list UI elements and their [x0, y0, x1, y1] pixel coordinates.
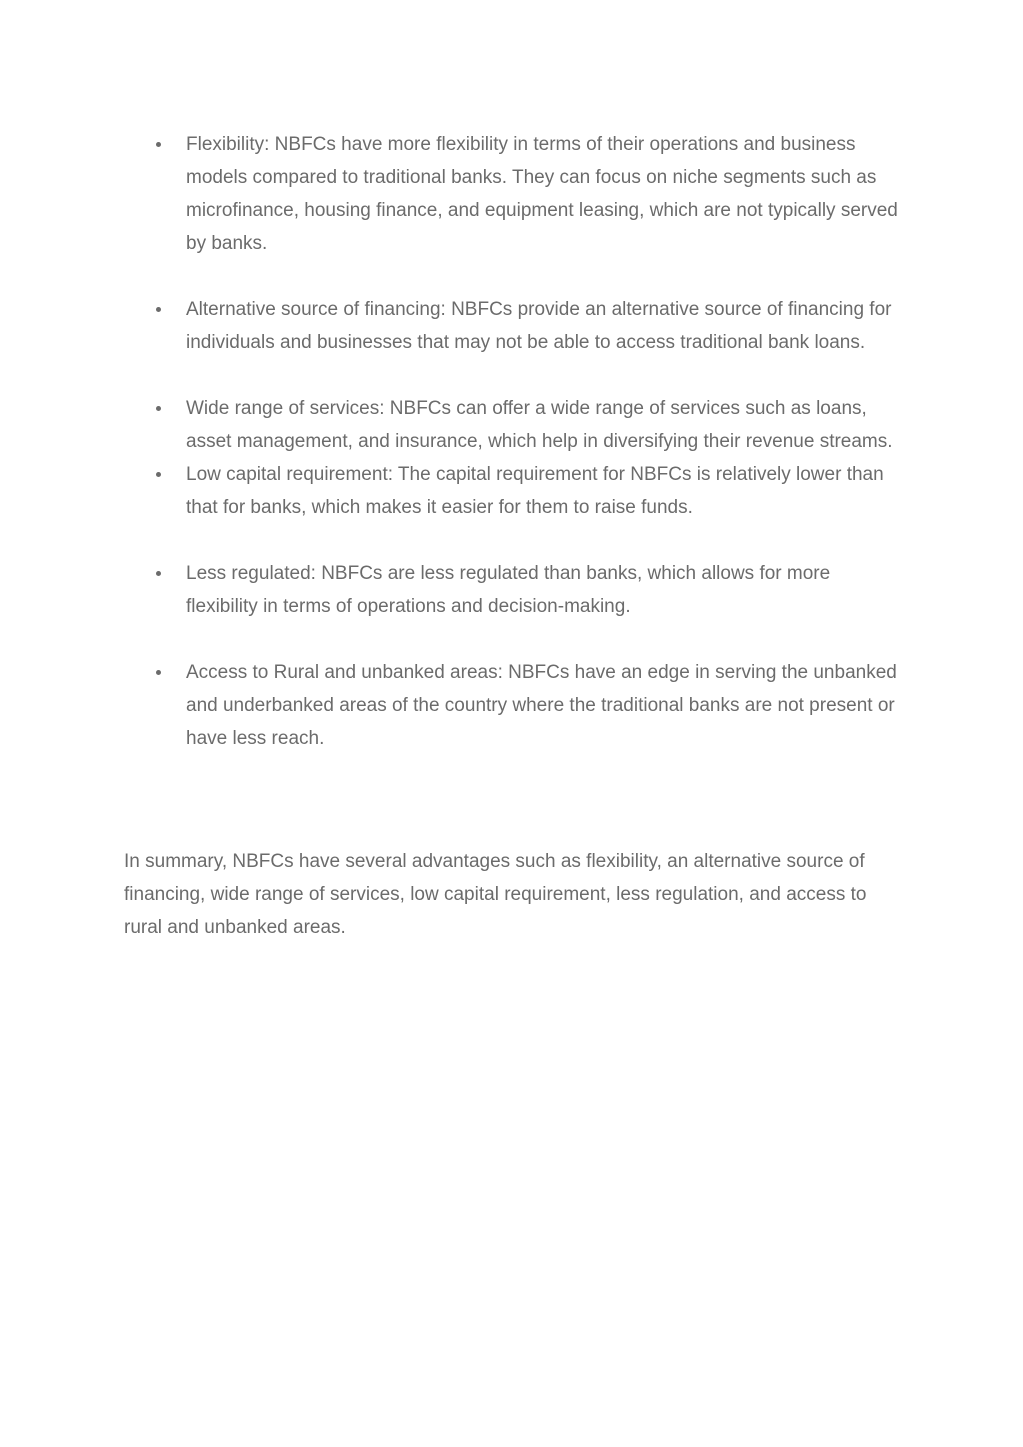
summary-paragraph: In summary, NBFCs have several advantages such as flexibility, an alternative source of financing, wide range of services, low capital requirement, less regulation, and access to rural and unbanked areas.	[124, 851, 867, 938]
list-item-text: Alternative source of financing: NBFCs provide an alternative source of financing for individuals and businesses that may not be able to access traditional bank loans.	[186, 299, 892, 353]
list-item-text: Low capital requirement: The capital requirement for NBFCs is relatively lower than that for banks, which makes it easier for them to raise funds.	[186, 464, 884, 518]
bullet-icon	[156, 142, 161, 147]
list-item-text: Less regulated: NBFCs are less regulated than banks, which allows for more flexibility in terms of operations and decision-making.	[186, 563, 831, 617]
list-item	[124, 656, 904, 755]
list-item	[124, 392, 904, 458]
bullet-icon	[156, 571, 161, 576]
list-item-text: Flexibility: NBFCs have more flexibility in terms of their operations and business models compared to traditional banks. They can focus on niche segments such as microfinance, housing finance, and equipment leasing, which are not typically served by banks.	[186, 134, 898, 254]
bullet-icon	[156, 307, 161, 312]
list-item	[124, 293, 904, 359]
bullet-icon	[156, 472, 161, 477]
advantages-list	[124, 128, 904, 755]
list-item	[124, 458, 904, 524]
bullet-icon	[156, 670, 161, 675]
list-item	[124, 128, 904, 260]
list-item	[124, 557, 904, 623]
list-item-text: Wide range of services: NBFCs can offer a wide range of services such as loans, asset management, and insurance, which help in diversifying their revenue streams.	[186, 398, 893, 452]
bullet-icon	[156, 406, 161, 411]
list-item-text: Access to Rural and unbanked areas: NBFCs have an edge in serving the unbanked and underbanked areas of the country where the traditional banks are not present or have less reach.	[186, 662, 897, 749]
